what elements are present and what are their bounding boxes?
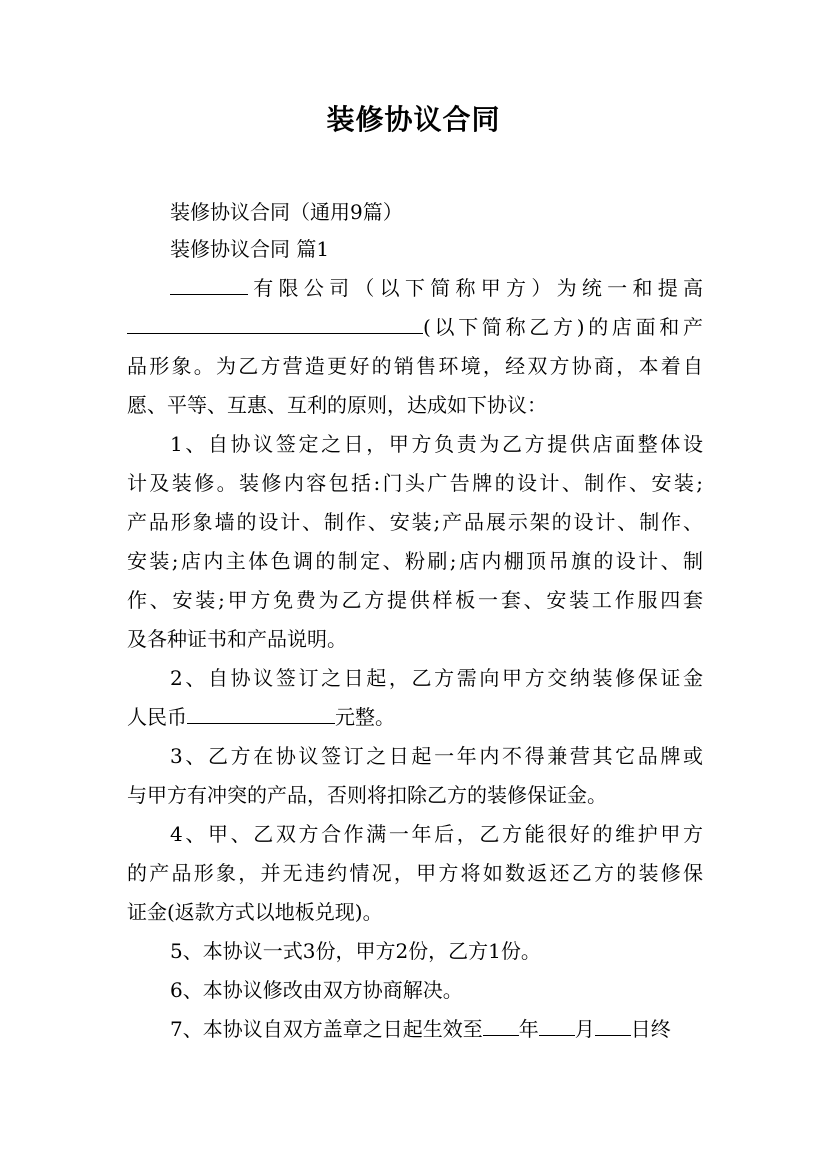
intro-line-1 bbox=[170, 273, 703, 303]
clause-5: 5、本协议一式3份，甲方2份，乙方1份。 bbox=[170, 939, 541, 963]
intro-line-2 bbox=[127, 312, 703, 342]
clause-1-line-5: 作、安装;甲方免费为乙方提供样板一套、安装工作服四套 bbox=[127, 588, 703, 612]
clause-7-prefix: 7、本协议自双方盖章之日起生效至 bbox=[170, 1017, 483, 1041]
intro-line-3: 品形象。为乙方营造更好的销售环境，经双方协商，本着自 bbox=[127, 354, 703, 378]
clause-1-line-3: 产品形象墙的设计、制作、安装;产品展示架的设计、制作、 bbox=[127, 510, 703, 534]
intro-line-1-text: 有限公司（以下简称甲方）为统一和提高 bbox=[248, 276, 703, 300]
clause-2-line-1: 2、自协议签订之日起，乙方需向甲方交纳装修保证金 bbox=[170, 666, 703, 690]
clause-1-line-2: 计及装修。装修内容包括:门头广告牌的设计、制作、安装; bbox=[127, 471, 703, 495]
clause-3-line-1: 3、乙方在协议签订之日起一年内不得兼营其它品牌或 bbox=[170, 744, 703, 768]
document-subtitle: 装修协议合同（通用9篇） bbox=[170, 200, 403, 224]
end-year-blank bbox=[483, 1015, 519, 1036]
intro-line-4: 愿、平等、互惠、互利的原则，达成如下协议： bbox=[127, 393, 547, 417]
clause-1-line-1: 1、自协议签定之日，甲方负责为乙方提供店面整体设 bbox=[170, 432, 703, 456]
document-title: 装修协议合同 bbox=[326, 103, 501, 136]
company-name-blank bbox=[170, 274, 248, 295]
section-heading: 装修协议合同 篇1 bbox=[170, 237, 330, 261]
clause-1-line-6: 及各种证书和产品说明。 bbox=[127, 627, 347, 651]
intro-line-2-text: (以下简称乙方)的店面和产 bbox=[423, 315, 703, 339]
clause-2-prefix: 人民币 bbox=[127, 705, 187, 729]
clause-7-line-1 bbox=[170, 1014, 703, 1044]
end-month-blank bbox=[539, 1015, 575, 1036]
end-day-blank bbox=[595, 1015, 631, 1036]
deposit-amount-blank bbox=[187, 703, 335, 724]
clause-1-line-4: 安装;店内主体色调的制定、粉刷;店内棚顶吊旗的设计、制 bbox=[127, 549, 703, 573]
clause-7-month: 月 bbox=[574, 1017, 595, 1041]
clause-2-line-2 bbox=[127, 702, 703, 732]
clause-4-line-3: 证金(返款方式以地板兑现)。 bbox=[127, 900, 383, 924]
clause-4-line-2: 的产品形象，并无违约情况，甲方将如数返还乙方的装修保 bbox=[127, 861, 703, 885]
clause-4-line-1: 4、甲、乙双方合作满一年后，乙方能很好的维护甲方 bbox=[170, 822, 703, 846]
party-b-name-blank bbox=[127, 313, 423, 334]
clause-7-day: 日终 bbox=[630, 1017, 671, 1041]
clause-3-line-2: 与甲方有冲突的产品，否则将扣除乙方的装修保证金。 bbox=[127, 783, 607, 807]
clause-2-suffix: 元整。 bbox=[335, 705, 395, 729]
clause-6: 6、本协议修改由双方协商解决。 bbox=[170, 978, 463, 1002]
clause-7-year: 年 bbox=[518, 1017, 539, 1041]
